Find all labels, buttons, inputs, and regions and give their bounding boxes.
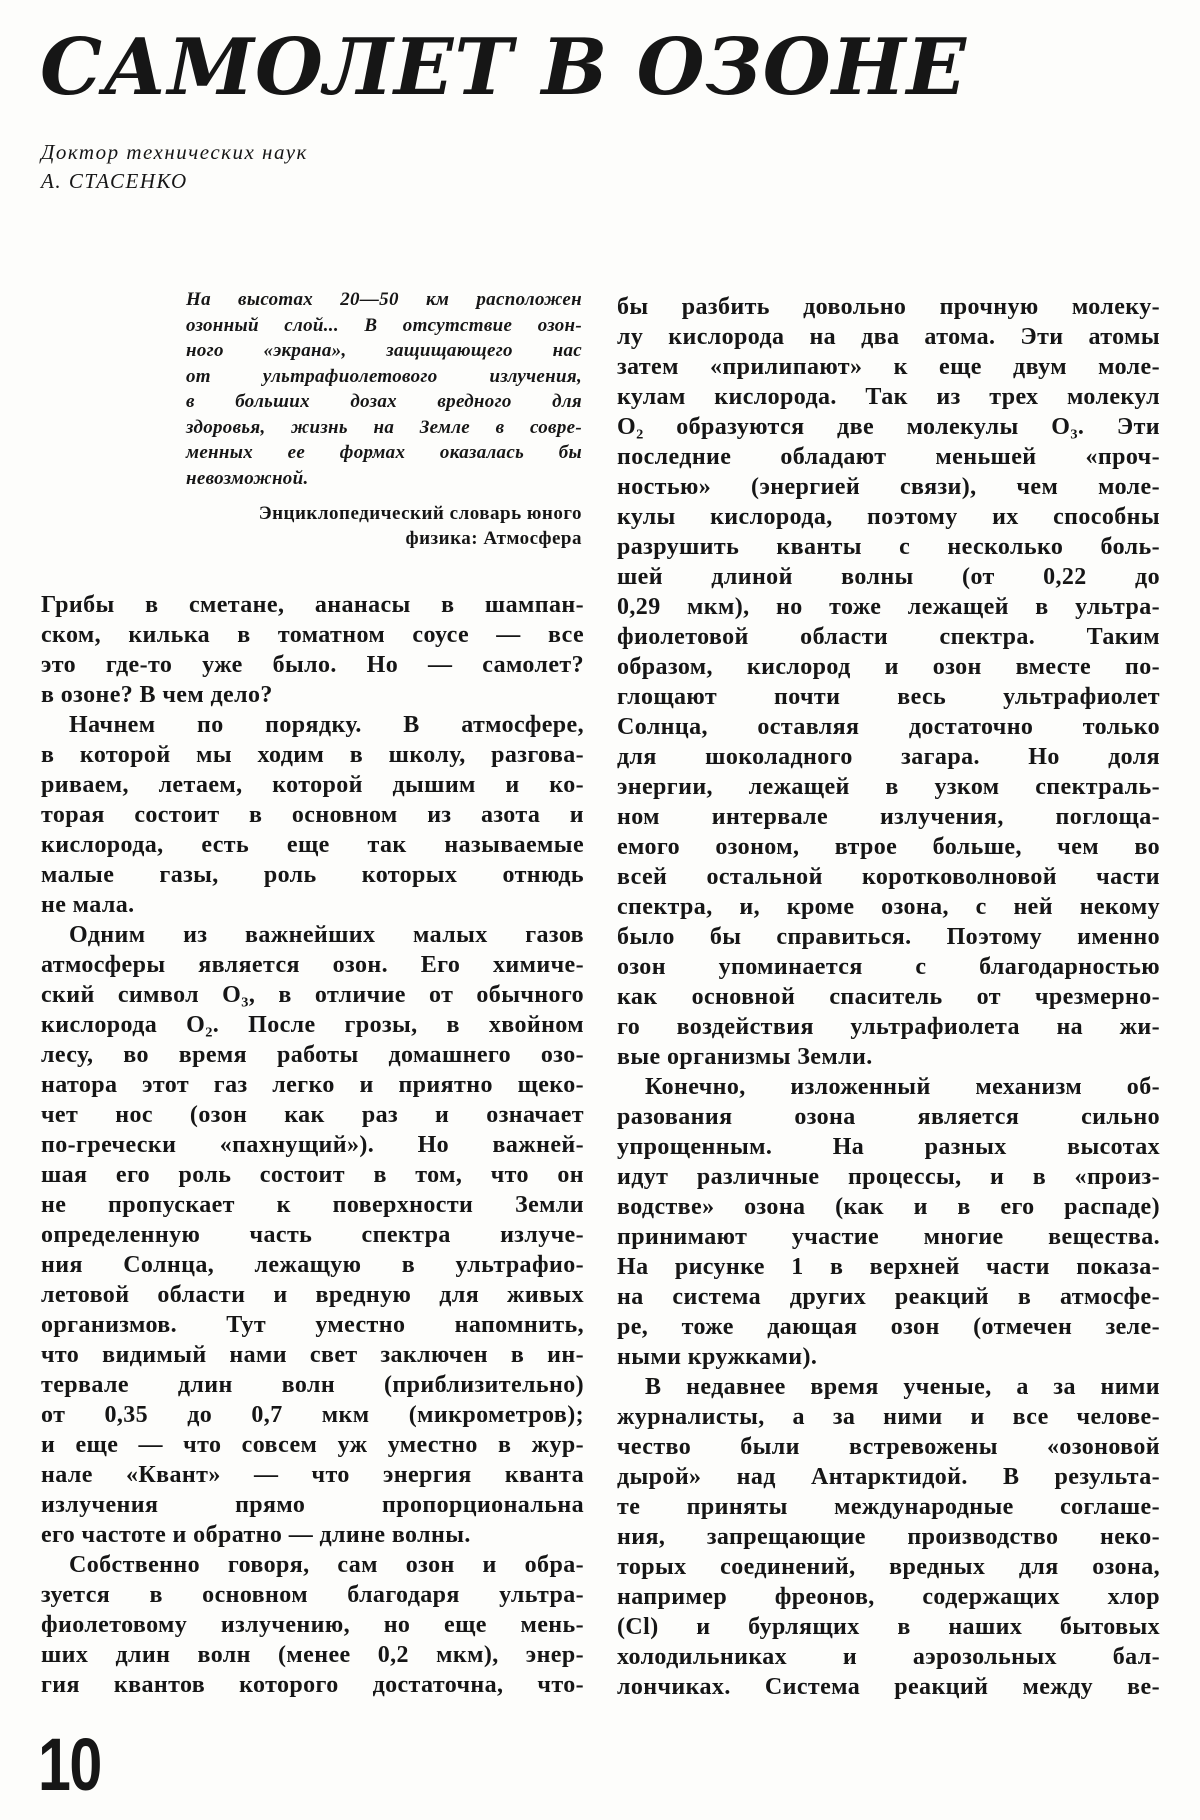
text-line: ностью» (энергией связи), чем моле-: [617, 474, 1160, 500]
text-line: для шоколадного загара. Но доля: [617, 744, 1160, 770]
paragraph: [617, 1372, 1160, 1702]
text-line: ными кружками).: [617, 1344, 818, 1370]
text-line: кулы кислорода, поэтому их способны: [617, 504, 1160, 530]
epigraph-source-line: физика: Атмосфера: [405, 528, 582, 549]
text-line: излучения прямо пропорциональна: [41, 1492, 584, 1518]
text-line: чество были встревожены «озоновой: [617, 1434, 1160, 1460]
author-block: [41, 138, 308, 196]
text-line: журналисты, а за ними и все челове-: [617, 1404, 1160, 1430]
paragraph: [617, 1072, 1160, 1372]
text-line: спектра, и, кроме озона, с ней некому: [617, 894, 1160, 920]
text-line: чет нос (озон как раз и означает: [41, 1102, 584, 1128]
text-line: например фреонов, содержащих хлор: [617, 1584, 1160, 1610]
text-line: вые организмы Земли.: [617, 1044, 873, 1070]
text-line: емого озоном, втрое больше, чем во: [617, 834, 1160, 860]
text-line: не мала.: [41, 892, 135, 918]
text-line: малые газы, роль которых отнюдь: [41, 862, 584, 888]
text-line: упрощенным. На разных высотах: [617, 1134, 1160, 1160]
text-line: кулам кислорода. Так из трех молекул: [617, 384, 1160, 410]
text-line: шей длиной волны (от 0,22 до: [617, 564, 1160, 590]
text-line: зуется в основном благодаря ультра-: [41, 1582, 584, 1608]
text-line: организмов. Тут уместно напомнить,: [41, 1312, 584, 1338]
text-line: Одним из важнейших малых газов: [69, 922, 584, 948]
text-line: глощают почти весь ультрафиолет: [617, 684, 1160, 710]
text-line: водстве» озона (как и в его распаде): [617, 1194, 1160, 1220]
author-name: А. СТАСЕНКО: [41, 169, 188, 193]
text-line: атмосферы является озон. Его химиче-: [41, 952, 584, 978]
text-line: O₂ образуются две молекулы O₃. Эти: [617, 414, 1160, 440]
text-line: лу кислорода на два атома. Эти атомы: [617, 324, 1160, 350]
epigraph-text: [186, 287, 582, 491]
text-line: это где-то уже было. Но — самолет?: [41, 652, 584, 678]
text-line: Начнем по порядку. В атмосфере,: [69, 712, 584, 738]
epigraph: [186, 287, 582, 551]
text-line: бы разбить довольно прочную молеку-: [617, 294, 1160, 320]
text-line: последние обладают меньшей «проч-: [617, 444, 1160, 470]
text-line: фиолетовому излучению, но еще мень-: [41, 1612, 584, 1638]
text-line: ском, килька в томатном соусе — все: [41, 622, 584, 648]
text-line: дырой» над Антарктидой. В результа-: [617, 1464, 1160, 1490]
text-line: принимают участие многие вещества.: [617, 1224, 1160, 1250]
epigraph-line: озонный слой... В отсутствие озон-: [186, 314, 582, 336]
text-line: было бы справиться. Поэтому именно: [617, 924, 1160, 950]
text-line: холодильниках и аэрозольных бал-: [617, 1644, 1160, 1670]
text-line: затем «прилипают» к еще двум моле-: [617, 354, 1160, 380]
text-line: те приняты международные соглаше-: [617, 1494, 1160, 1520]
text-line: как основной спаситель от чрезмерно-: [617, 984, 1160, 1010]
epigraph-line: от ультрафиолетового излучения,: [186, 365, 582, 387]
text-line: го воздействия ультрафиолета на жи-: [617, 1014, 1160, 1040]
text-line: Конечно, изложенный механизм об-: [645, 1074, 1160, 1100]
text-line: Собственно говоря, сам озон и обра-: [69, 1552, 584, 1578]
text-line: энергии, лежащей в узком спектраль-: [617, 774, 1160, 800]
text-line: торых соединений, вредных для озона,: [617, 1554, 1160, 1580]
paragraph: [41, 710, 584, 920]
text-line: фиолетовой области спектра. Таким: [617, 624, 1160, 650]
text-line: ский символ O₃, в отличие от обычного: [41, 982, 584, 1008]
epigraph-line: здоровья, жизнь на Земле в совре-: [186, 416, 582, 438]
text-line: торая состоит в основном из азота и: [41, 802, 584, 828]
epigraph-line: ного «экрана», защищающего нас: [186, 340, 582, 361]
text-line: разования озона является сильно: [617, 1104, 1160, 1130]
text-line: натора этот газ легко и приятно щеко-: [41, 1072, 584, 1098]
text-line: всей остальной коротковолновой части: [617, 864, 1160, 890]
text-line: в озоне? В чем дело?: [41, 682, 273, 708]
text-line: ном интервале излучения, поглоща-: [617, 804, 1160, 830]
text-line: его частоте и обратно — длине волны.: [41, 1522, 471, 1548]
left-column: [41, 590, 584, 1700]
right-column: [617, 292, 1160, 1702]
paragraph: [41, 920, 584, 1550]
epigraph-source: [186, 501, 582, 551]
text-line: На рисунке 1 в верхней части показа-: [617, 1254, 1160, 1280]
epigraph-source-line: Энциклопедический словарь юного: [258, 503, 582, 524]
text-line: ния, запрещающие производство неко-: [617, 1524, 1160, 1550]
text-line: шая его роль состоит в том, что он: [41, 1162, 584, 1188]
text-line: в которой мы ходим в школу, разгова-: [41, 742, 584, 768]
text-line: не пропускает к поверхности Земли: [41, 1192, 584, 1218]
article-title: САМОЛЕТ В ОЗОНЕ: [40, 22, 967, 113]
text-line: озон упоминается с благодарностью: [617, 954, 1160, 980]
paragraph: [617, 292, 1160, 1072]
text-line: ре, тоже дающая озон (отмечен зеле-: [617, 1314, 1160, 1340]
author-degree: Доктор технических наук: [41, 140, 308, 164]
text-line: лончиках. Система реакций между ве-: [617, 1674, 1160, 1700]
text-line: кислорода, есть еще так называемые: [41, 832, 584, 858]
text-line: от 0,35 до 0,7 мкм (микрометров);: [41, 1402, 584, 1428]
text-line: 0,29 мкм), но тоже лежащей в ультра-: [617, 594, 1160, 620]
paragraph: [41, 590, 584, 710]
epigraph-line: в больших дозах вредного для: [186, 391, 582, 412]
text-line: ших длин волн (менее 0,2 мкм), энер-: [41, 1642, 584, 1668]
epigraph-line: менных ее формах оказалась бы: [186, 442, 582, 463]
paragraph: [41, 1550, 584, 1700]
text-line: (Cl) и бурлящих в наших бытовых: [617, 1614, 1160, 1640]
epigraph-line: На высотах 20—50 км расположен: [186, 289, 582, 310]
text-line: на система других реакций в атмосфе-: [617, 1284, 1160, 1310]
text-line: Грибы в сметане, ананасы в шампан-: [41, 592, 584, 618]
text-line: гия квантов которого достаточна, что-: [41, 1672, 584, 1698]
text-line: В недавнее время ученые, а за ними: [645, 1374, 1160, 1400]
text-line: идут различные процессы, и в «произ-: [617, 1164, 1160, 1190]
text-line: разрушить кванты с несколько боль-: [617, 534, 1160, 560]
text-line: лесу, во время работы домашнего озо-: [41, 1042, 584, 1068]
text-line: по-гречески «пахнущий»). Но важней-: [41, 1132, 584, 1158]
epigraph-line: невозможной.: [186, 467, 309, 489]
text-line: что видимый нами свет заключен в ин-: [41, 1342, 584, 1368]
text-line: риваем, летаем, которой дышим и ко-: [41, 772, 584, 798]
text-line: Солнца, оставляя достаточно только: [617, 714, 1160, 740]
text-line: кислорода O₂. После грозы, в хвойном: [41, 1012, 584, 1038]
text-line: нале «Квант» — что энергия кванта: [41, 1462, 584, 1488]
text-line: летовой области и вредную для живых: [41, 1282, 584, 1308]
page-number: 10: [38, 1723, 101, 1806]
text-line: тервале длин волн (приблизительно): [41, 1372, 584, 1398]
text-line: ния Солнца, лежащую в ультрафио-: [41, 1252, 584, 1278]
text-line: и еще — что совсем уж уместно в жур-: [41, 1432, 584, 1458]
text-line: образом, кислород и озон вместе по-: [617, 654, 1160, 680]
text-line: определенную часть спектра излуче-: [41, 1222, 584, 1248]
